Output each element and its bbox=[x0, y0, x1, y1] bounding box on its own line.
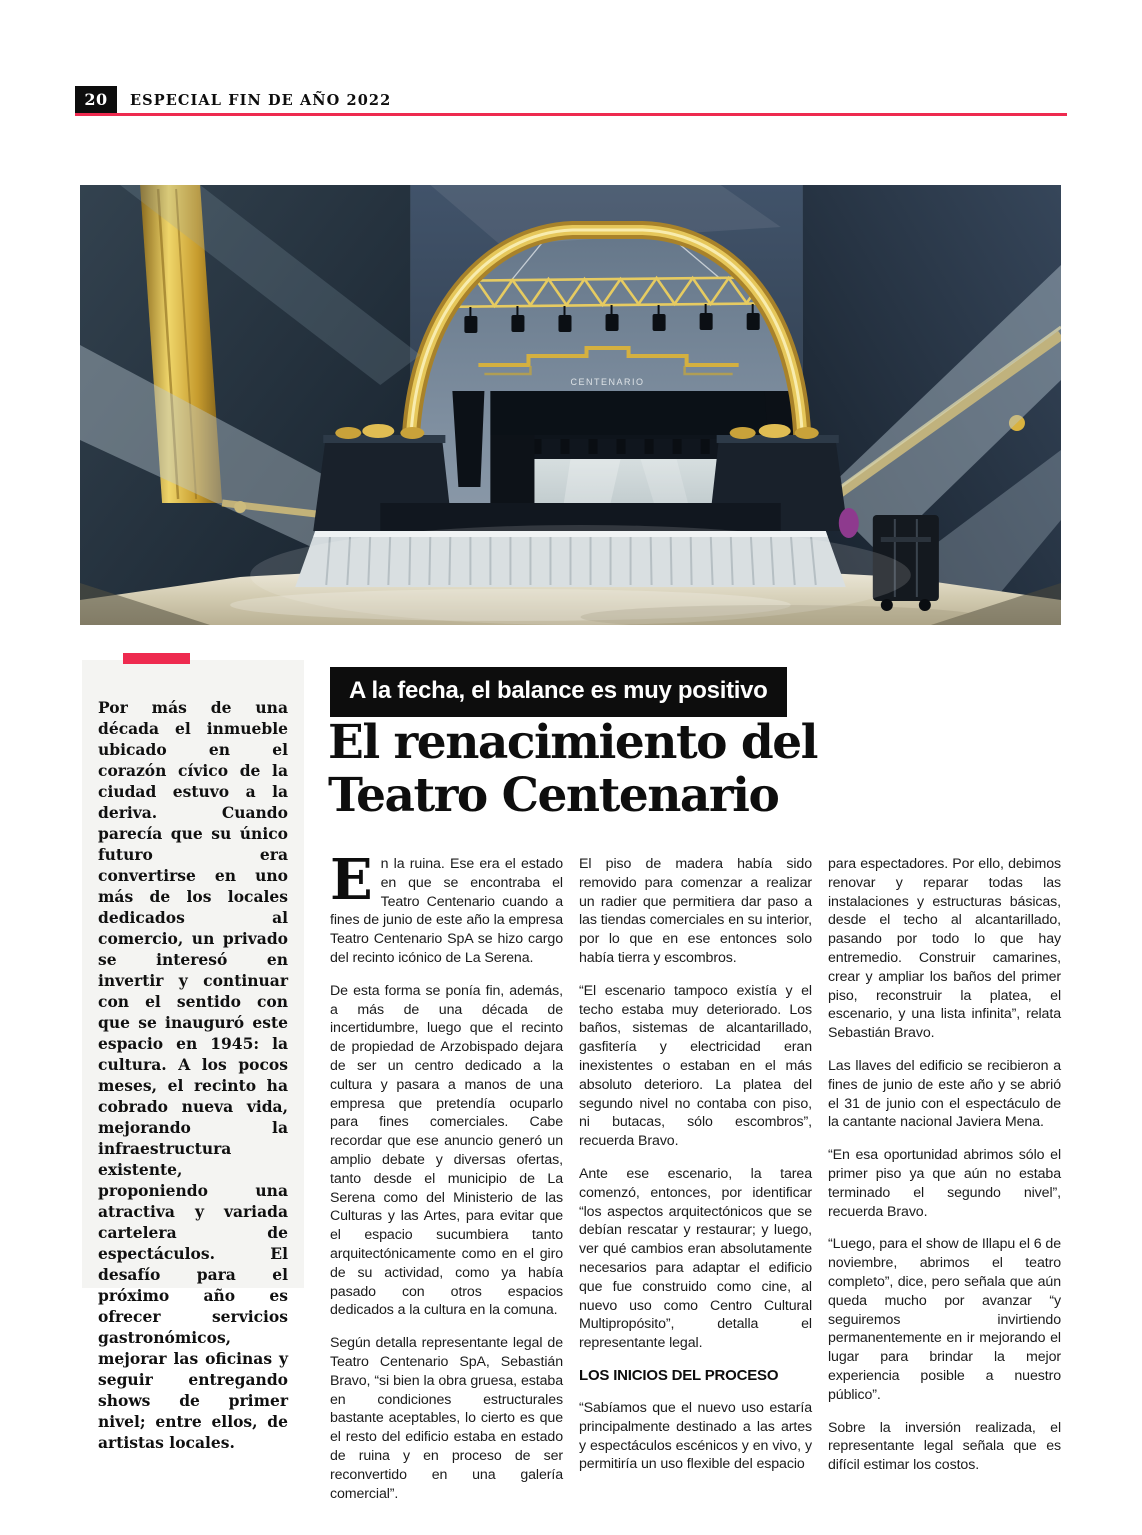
paragraph: Sobre la inversión realizada, el representante legal señala que es difícil estimar los costos. bbox=[828, 1419, 1061, 1474]
headline bbox=[328, 716, 817, 822]
paragraph: Según detalla representante legal de Teatro Centenario SpA, Sebastián Bravo, “si bien la obra gruesa, estaba en condiciones estructurales bastante aceptables, lo cierto es que el resto del edificio estaba en estado de ruina y en proceso de ser reconvertido en una galería comercial”. bbox=[330, 1335, 563, 1502]
section-title: ESPECIAL FIN DE AÑO 2022 bbox=[130, 92, 392, 109]
paragraph: “El escenario tampoco existía y el techo estaba muy deteriorado. Los baños, sistemas de alcantarillado, gasfitería y electricidad eran inexistentes o estaban en el más absoluto deterioro. La platea del segundo nivel no contaba con piso, ni butacas, sólo escombros”, recuerda Bravo. bbox=[579, 982, 812, 1150]
kicker-banner: A la fecha, el balance es muy positivo bbox=[330, 667, 787, 717]
paragraph: De esta forma se ponía fin, además, a más de una década de incertidumbre, luego que el recinto de propiedad de Arzobispado dejara de ser un centro dedicado a la cultura y pasara a manos de una empresa que pretendía ocuparlo para fines comerciales. Cabe recordar que ese anuncio generó un amplio debate y diversas ofertas, tanto desde el municipio de La Serena como del Ministerio de las Culturas y las Artes, para evitar que el espacio sucumbiera tanto arquitectónicamente como en el giro de su actividad, como ya había pasado con otros espacios dedicados a la cultura en la comuna. bbox=[330, 982, 563, 1319]
red-accent-bar bbox=[123, 653, 190, 664]
paragraph-text: n la ruina. Ese era el estado en que se encontraba el Teatro Centenario cuando a fines de junio de este año la empresa Teatro Centenario SpA se hizo cargo del recinto icónico de La Serena. bbox=[330, 856, 563, 966]
theater-photo-art bbox=[80, 185, 1061, 625]
drop-cap: E bbox=[330, 847, 373, 913]
header-rule bbox=[75, 113, 1067, 116]
section-subhead: LOS INICIOS DEL PROCESO bbox=[579, 1366, 779, 1384]
proscenium-sign-text: CENTENARIO bbox=[570, 377, 645, 387]
article-column-3 bbox=[828, 855, 1061, 1517]
paragraph bbox=[330, 847, 563, 968]
headline-line-1: El renacimiento del bbox=[328, 715, 818, 770]
paragraph: “Luego, para el show de Illapu el 6 de noviembre, abrimos el teatro completo”, dice, pero señala que aún queda mucho por avanzar “y seguiremos invirtiendo permanentemente en ir mejorando el lugar para brindar la mejor experiencia posible a nuestro público”. bbox=[828, 1236, 1061, 1403]
sidebar-text: Por más de una década el inmueble ubicado en el corazón cívico de la ciudad estuvo a la deriva. Cuando parecía que su único futuro era convertirse en uno más de los locales dedicados al comercio, un privado se interesó en invertir y continuar con el sentido con que se inauguró este espacio en 1945: la cultura. A los pocos meses, el recinto ha cobrado nueva vida, mejorando la infraestructura existente, proponiendo una atractiva y variada cartelera de espectáculos. El desafío para el próximo año es ofrecer servicios gastronómicos, mejorar las oficinas y seguir entregando shows de primer nivel; entre ellos, de artistas locales. bbox=[98, 698, 288, 1452]
page-number-badge: 20 bbox=[75, 86, 117, 114]
paragraph: Las llaves del edificio se recibieron a fines de junio de este año y se abrió el 31 de junio con el espectáculo de la cantante nacional Javiera Mena. bbox=[828, 1057, 1061, 1131]
article-column-1 bbox=[330, 847, 563, 1517]
headline-line-2: Teatro Centenario bbox=[328, 768, 779, 823]
paragraph: “Sabíamos que el nuevo uso estaría principalmente destinado a las artes y espectáculos escénicos y en vivo, y permitiría un uso flexible del espacio bbox=[579, 1399, 812, 1473]
purple-prop bbox=[839, 508, 859, 538]
paragraph: para espectadores. Por ello, debimos renovar y reparar todas las instalaciones y estructuras básicas, desde el techo al alcantarillado, pasando por todo lo que hay entremedio. Construir camarines, crear y ampliar los baños del primer piso, reconstruir la platea, el escenario, y una lista infinita”, relata Sebastián Bravo. bbox=[828, 856, 1061, 1042]
article-column-2 bbox=[579, 855, 812, 1517]
paragraph: El piso de madera había sido removido para comenzar a realizar un radier que permitiera dar paso a las tiendas comerciales en su interior, por lo que en ese entonces solo había tierra y escombros. bbox=[579, 856, 812, 966]
sidebar-summary bbox=[82, 660, 304, 1452]
article-body bbox=[330, 847, 1061, 1517]
paragraph: Ante ese escenario, la tarea comenzó, entonces, por identificar “los aspectos arquitectónicos que se debían rescatar y restaurar; y luego, ver qué cambios eran absolutamente necesarios para adaptar el edificio que fue construido como cine, al nuevo uso como Centro Cultural Multipropósito”, detalla el representante legal. bbox=[579, 1165, 812, 1352]
theater-photo bbox=[80, 185, 1061, 625]
paragraph: “En esa oportunidad abrimos sólo el primer piso ya que aún no estaba terminado el segundo nivel”, recuerda Bravo. bbox=[828, 1147, 1061, 1220]
